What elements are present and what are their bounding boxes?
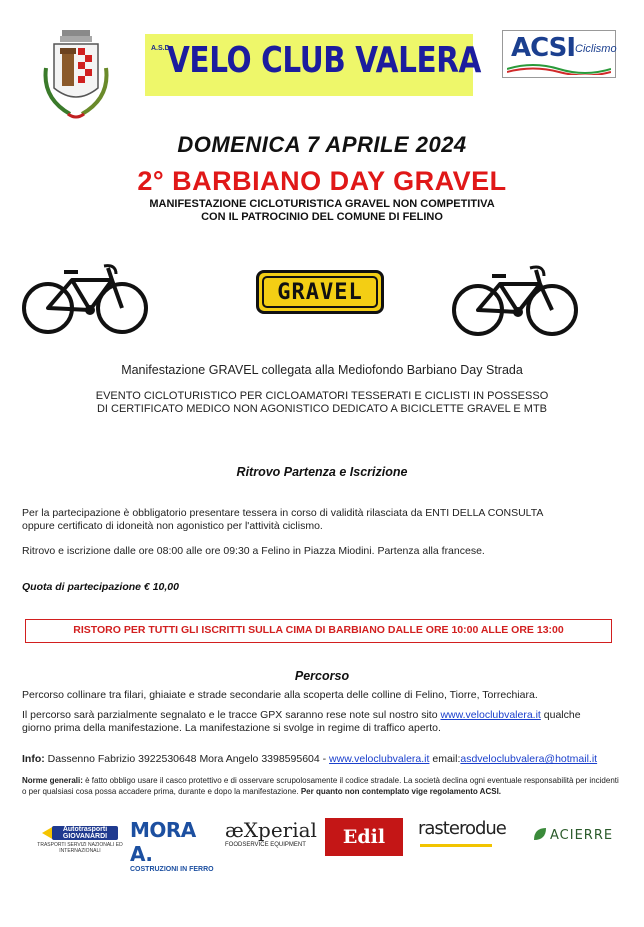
club-asd-label: A.S.D. bbox=[151, 45, 172, 52]
sponsor-edil-logo bbox=[325, 818, 403, 886]
event-date: DOMENICA 7 APRILE 2024 bbox=[177, 132, 467, 157]
general-rules-label: Norme generali: bbox=[22, 776, 83, 785]
experial-name: æXperial bbox=[225, 818, 317, 842]
registration-para1-line2: oppure certificato di idoneità non agonistico per l'attività ciclismo. bbox=[22, 520, 323, 532]
sponsor-experial-logo bbox=[225, 818, 317, 858]
info-email-label: email: bbox=[429, 753, 461, 765]
linked-event-text: Manifestazione GRAVEL collegata alla Mediofondo Barbiano Day Strada bbox=[121, 363, 523, 377]
site-link[interactable]: www.veloclubvalera.it bbox=[440, 709, 541, 721]
info-contacts: Dassenno Fabrizio 3922530648 Mora Angelo 3398595604 - bbox=[44, 753, 330, 765]
registration-heading: Ritrovo Partenza e Iscrizione bbox=[236, 465, 408, 479]
route-para2 bbox=[22, 709, 626, 735]
sponsor-mora-logo bbox=[130, 818, 214, 873]
participation-fee: Quota di partecipazione € 10,00 bbox=[22, 581, 179, 593]
experial-tag: FOODSERVICE EQUIPMENT bbox=[225, 842, 306, 848]
route-para1: Percorso collinare tra filari, ghiaiate e strade secondarie alla scoperta delle colline di Felino, Tiorre, Torrechiara. bbox=[22, 689, 538, 701]
mora-name: MORA A. bbox=[130, 818, 196, 866]
giovanardi-top: Autotrasporti bbox=[62, 826, 108, 833]
club-name: VELO CLUB VALERA bbox=[167, 40, 481, 81]
eligibility-text bbox=[0, 390, 644, 416]
email-link[interactable]: asdveloclubvalera@hotmail.it bbox=[460, 753, 598, 765]
route-para2-line1 bbox=[22, 709, 626, 722]
mora-tag: COSTRUZIONI IN FERRO bbox=[130, 866, 214, 873]
route-para2-line2: giorno prima della manifestazione. La manifestazione si svolge in regime di traffico aperto. bbox=[22, 722, 441, 734]
eligibility-line1: EVENTO CICLOTURISTICO PER CICLOAMATORI TESSERATI E CICLISTI IN POSSESSO bbox=[95, 390, 549, 402]
event-title: 2° BARBIANO DAY GRAVEL bbox=[137, 166, 507, 196]
gravel-sign-text: GRAVEL bbox=[262, 276, 378, 308]
giovanardi-bar bbox=[52, 826, 118, 840]
eligibility-line2: DI CERTIFICATO MEDICO NON AGONISTICO DEDICATO A BICICLETTE GRAVEL E MTB bbox=[96, 403, 548, 415]
refreshment-notice: RISTORO PER TUTTI GLI ISCRITTI SULLA CIMA DI BARBIANO DALLE ORE 10:00 ALLE ORE 13:00 bbox=[25, 619, 612, 643]
acierre-leaf-icon bbox=[532, 826, 548, 842]
sponsor-acierre-logo bbox=[530, 824, 614, 850]
event-subtitle-line1: MANIFESTAZIONE CICLOTURISTICA GRAVEL NON COMPETITIVA bbox=[149, 198, 495, 210]
gravel-sign bbox=[256, 270, 384, 314]
rasterodue-name: rasterodue bbox=[418, 818, 506, 839]
acierre-name: ACIERRE bbox=[550, 828, 614, 843]
giovanardi-tag: TRASPORTI SERVIZI NAZIONALI ED INTERNAZIONALI bbox=[37, 842, 123, 854]
route-para2-pre: Il percorso sarà parzialmente segnalato e le tracce GPX saranno rese note sul nostro sito bbox=[22, 709, 441, 721]
gravel-bike-icon-left bbox=[20, 260, 150, 336]
acsi-wave-icon bbox=[507, 61, 611, 75]
acsi-sub: Ciclismo bbox=[575, 43, 617, 55]
event-subtitle-line2: CON IL PATROCINIO DEL COMUNE DI FELINO bbox=[201, 211, 443, 223]
info-site-link[interactable]: www.veloclubvalera.it bbox=[329, 753, 430, 765]
route-heading: Percorso bbox=[294, 669, 350, 683]
municipal-crest-icon bbox=[40, 28, 112, 124]
registration-para2: Ritrovo e iscrizione dalle ore 08:00 alle ore 09:30 a Felino in Piazza Miodini. Partenza alla francese. bbox=[22, 545, 485, 557]
route-para2-post: qualche bbox=[540, 709, 581, 721]
sponsor-rasterodue-logo bbox=[418, 818, 504, 854]
event-subtitle bbox=[0, 198, 644, 224]
registration-para1-line1: Per la partecipazione è obbligatorio presentare tessera in corso di validità rilasciata da ENTI DELLA CONSULTA bbox=[22, 507, 544, 519]
info-label: Info: bbox=[22, 753, 45, 765]
giovanardi-name: GIOVANARDI bbox=[62, 833, 108, 840]
rasterodue-underline bbox=[420, 844, 492, 847]
acsi-name: ACSI bbox=[511, 33, 576, 63]
edil-name: Edil P.3 bbox=[342, 826, 386, 886]
general-rules-acsi: Per quanto non contemplato vige regolamento ACSI. bbox=[300, 787, 502, 796]
info-line bbox=[22, 753, 626, 766]
gravel-bike-icon-right bbox=[450, 262, 580, 338]
general-rules-text: è fatto obbligo usare il casco protettivo e di osservare scrupolosamente il codice stradale. La società declina ogni eventuale responsabilità per incidenti o per qualsiasi cosa possa accadere prima, durante e dopo la manifestazione. bbox=[22, 776, 619, 796]
general-rules bbox=[22, 775, 622, 797]
sponsor-giovanardi-logo bbox=[34, 820, 126, 854]
registration-para1 bbox=[22, 507, 626, 533]
club-banner bbox=[145, 34, 481, 96]
acsi-logo bbox=[502, 30, 616, 78]
